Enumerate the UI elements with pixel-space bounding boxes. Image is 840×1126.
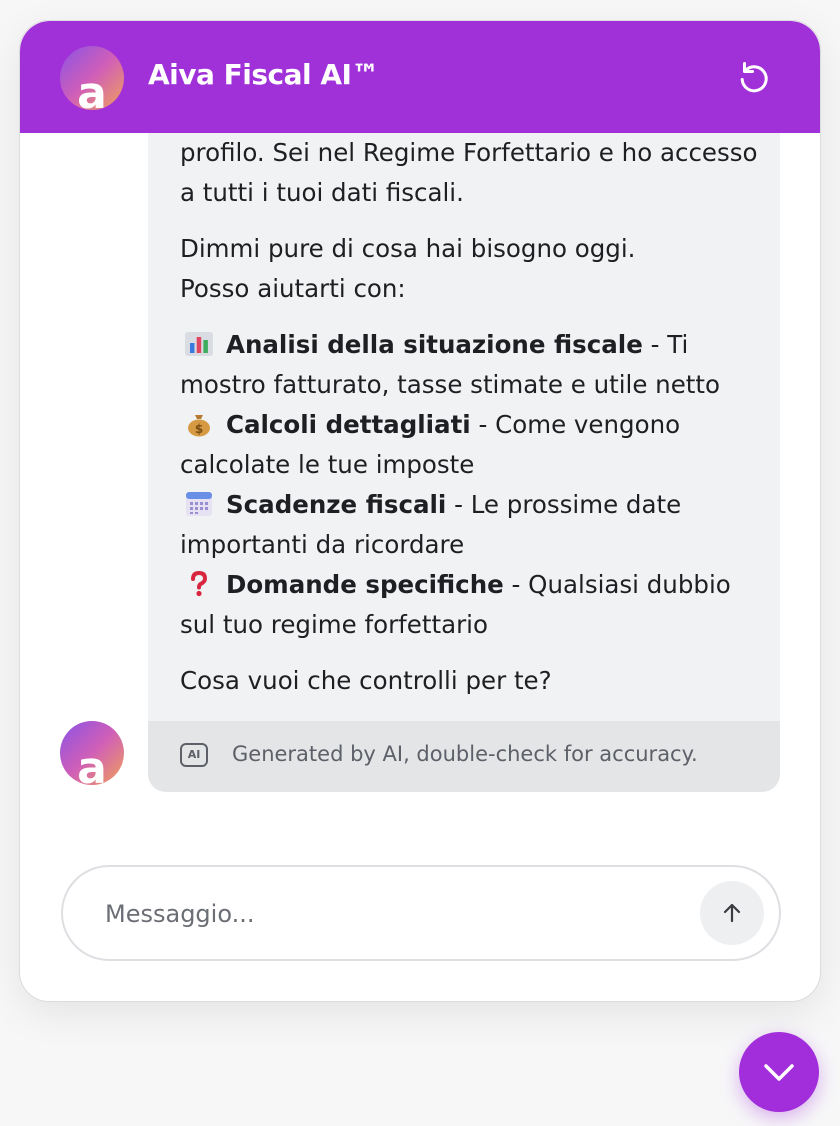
calendar-icon [184, 491, 214, 517]
assistant-message [148, 133, 780, 792]
ai-disclaimer [148, 721, 780, 792]
ai-badge-icon: AI [180, 743, 208, 767]
refresh-icon [736, 60, 772, 96]
question-mark-icon [184, 571, 214, 597]
message-closing: Cosa vuoi che controlli per te? [180, 666, 552, 695]
refresh-button[interactable] [736, 60, 772, 96]
feature-item [180, 325, 760, 405]
chat-title: Aiva Fiscal AI™ [148, 58, 379, 91]
feature-title: Calcoli dettagliati [226, 410, 471, 439]
bar-chart-icon [184, 331, 214, 357]
feature-list [180, 325, 760, 645]
feature-item [180, 405, 760, 485]
message-avatar [60, 721, 124, 785]
feature-desc: - Come vengono calcolate le tue imposte [180, 410, 681, 479]
message-composer [61, 865, 781, 961]
disclaimer-text: Generated by AI, double-check for accuracy. [232, 742, 698, 766]
message-body [180, 133, 760, 717]
offer-line-2: Posso aiutarti con: [180, 274, 406, 303]
avatar-letter: a [77, 68, 107, 110]
assistant-avatar [60, 46, 124, 110]
feature-item [180, 485, 760, 565]
feature-desc: - Le prossime date importanti da ricordare [180, 490, 682, 559]
feature-desc: - Qualsiasi dubbio sul tuo regime forfettario [180, 570, 731, 639]
arrow-up-icon [720, 901, 744, 925]
message-offer [180, 229, 760, 309]
chevron-down-icon [761, 1056, 797, 1088]
chat-widget [19, 20, 821, 1002]
offer-line-1: Dimmi pure di cosa hai bisogno oggi. [180, 234, 636, 263]
feature-title: Scadenze fiscali [226, 490, 447, 519]
message-intro: profilo. Sei nel Regime Forfettario e ho accesso a tutti i tuoi dati fiscali. [180, 138, 758, 207]
message-input[interactable] [103, 893, 647, 935]
feature-title: Domande specifiche [226, 570, 504, 599]
collapse-chat-button[interactable] [739, 1032, 819, 1112]
feature-item [180, 565, 760, 645]
avatar-letter: a [77, 743, 107, 785]
chat-header [20, 21, 820, 133]
message-list[interactable] [20, 133, 820, 833]
feature-desc: - Ti mostro fatturato, tasse stimate e utile netto [180, 330, 720, 399]
feature-title: Analisi della situazione fiscale [226, 330, 643, 359]
send-button[interactable] [700, 881, 764, 945]
money-bag-icon [184, 411, 214, 437]
svg-text:$: $ [194, 422, 204, 436]
